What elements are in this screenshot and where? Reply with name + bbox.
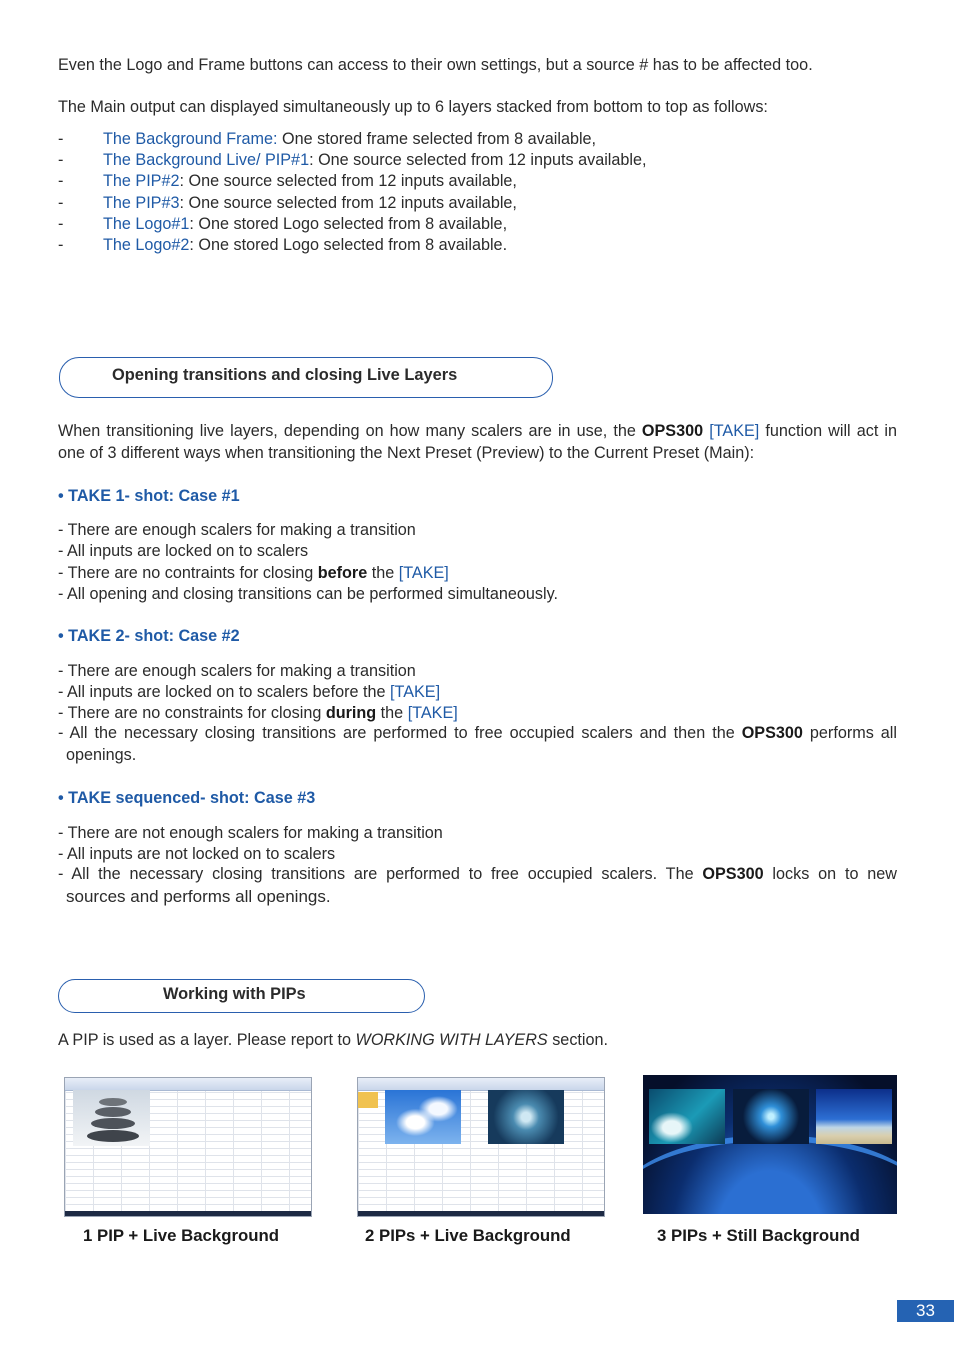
- layer-name: The Background Live/ PIP#1: [103, 151, 310, 169]
- layer-name: The Logo#2: [103, 236, 190, 254]
- list-item: - The Logo#1: One stored Logo selected from 8 available,: [58, 215, 508, 233]
- page-number: 33: [897, 1300, 954, 1322]
- pip-small-image: [358, 1092, 378, 1108]
- list-item: - The Background Frame: One stored frame selected from 8 available,: [58, 130, 597, 148]
- list-item: - All the necessary closing transitions are performed to free occupied scalers. The OPS300 locks on to new: [58, 865, 897, 883]
- pip-light-image: [733, 1089, 809, 1144]
- list-item: - The Background Live/ PIP#1: One source selected from 12 inputs available,: [58, 151, 647, 169]
- layer-desc: : One source selected from 12 inputs available,: [179, 172, 517, 190]
- list-item: - All inputs are locked on to scalers: [58, 542, 309, 560]
- layer-name: The Logo#1: [103, 215, 190, 233]
- list-item: - There are enough scalers for making a transition: [58, 662, 416, 680]
- pip-clouds-image: [385, 1090, 461, 1144]
- caption-3: 3 PIPs + Still Background: [657, 1226, 860, 1245]
- list-item: - There are enough scalers for making a transition: [58, 521, 416, 539]
- layer-desc: : One stored Logo selected from 8 available,: [189, 215, 508, 233]
- section1-paragraph-line-2: one of 3 different ways when transitioning the Next Preset (Preview) to the Current Preset (Main):: [58, 444, 755, 462]
- list-item: - The PIP#2: One source selected from 12 inputs available,: [58, 172, 517, 190]
- list-item: - There are no constraints for closing during the [TAKE]: [58, 704, 458, 722]
- list-item: - All the necessary closing transitions are performed to free occupied scalers and then the OPS300 performs all: [58, 724, 897, 742]
- case2-heading: • TAKE 2- shot: Case #2: [58, 627, 240, 645]
- list-item: - All opening and closing transitions can be performed simultaneously.: [58, 585, 558, 603]
- section-title: Opening transitions and closing Live Layers: [112, 366, 458, 384]
- section-heading-transitions: [59, 357, 553, 398]
- pip-wave-image: [649, 1089, 725, 1144]
- case3-heading: • TAKE sequenced- shot: Case #3: [58, 789, 316, 807]
- caption-1: 1 PIP + Live Background: [83, 1226, 280, 1245]
- caption-2: 2 PIPs + Live Background: [365, 1226, 571, 1245]
- list-item-continuation: sources and performs all openings.: [66, 887, 331, 906]
- section-heading-pips: [58, 979, 425, 1013]
- list-item: - The Logo#2: One stored Logo selected from 8 available.: [58, 236, 508, 254]
- screenshot-1-pip-live-background: [64, 1077, 312, 1217]
- layer-name: The PIP#3: [103, 194, 180, 212]
- case1-heading: • TAKE 1- shot: Case #1: [58, 487, 240, 505]
- list-item-continuation: openings.: [66, 746, 137, 764]
- list-item: - All inputs are locked on to scalers before the [TAKE]: [58, 683, 441, 701]
- intro-line-2: The Main output can displayed simultaneously up to 6 layers stacked from bottom to top as follows:: [58, 98, 768, 116]
- pip-globe-image: [488, 1090, 564, 1144]
- intro-line-1: Even the Logo and Frame buttons can access to their own settings, but a source # has to be affected too.: [58, 56, 813, 74]
- list-item: - All inputs are not locked on to scalers: [58, 845, 336, 863]
- layer-desc: One stored frame selected from 8 available,: [277, 130, 597, 148]
- list-item: - The PIP#3: One source selected from 12 inputs available,: [58, 194, 517, 212]
- list-item: - There are not enough scalers for making a transition: [58, 824, 443, 842]
- section2-paragraph: A PIP is used as a layer. Please report to WORKING WITH LAYERS section.: [58, 1031, 609, 1049]
- section1-paragraph-line-1: When transitioning live layers, depending on how many scalers are in use, the OPS300 [TAKE] function will act in: [58, 422, 898, 440]
- layer-desc: : One source selected from 12 inputs available,: [179, 194, 517, 212]
- layer-desc: : One stored Logo selected from 8 available.: [189, 236, 508, 254]
- layer-name: The Background Frame:: [103, 130, 278, 148]
- pip-beach-image: [816, 1089, 892, 1144]
- section-title: Working with PIPs: [163, 985, 306, 1003]
- layer-name: The PIP#2: [103, 172, 180, 190]
- screenshot-3-pips-still-background: [643, 1075, 897, 1214]
- pip-stones-image: [73, 1090, 150, 1146]
- layer-desc: : One source selected from 12 inputs available,: [309, 151, 647, 169]
- screenshot-2-pips-live-background: [357, 1077, 605, 1217]
- list-item: - There are no contraints for closing before the [TAKE]: [58, 564, 449, 582]
